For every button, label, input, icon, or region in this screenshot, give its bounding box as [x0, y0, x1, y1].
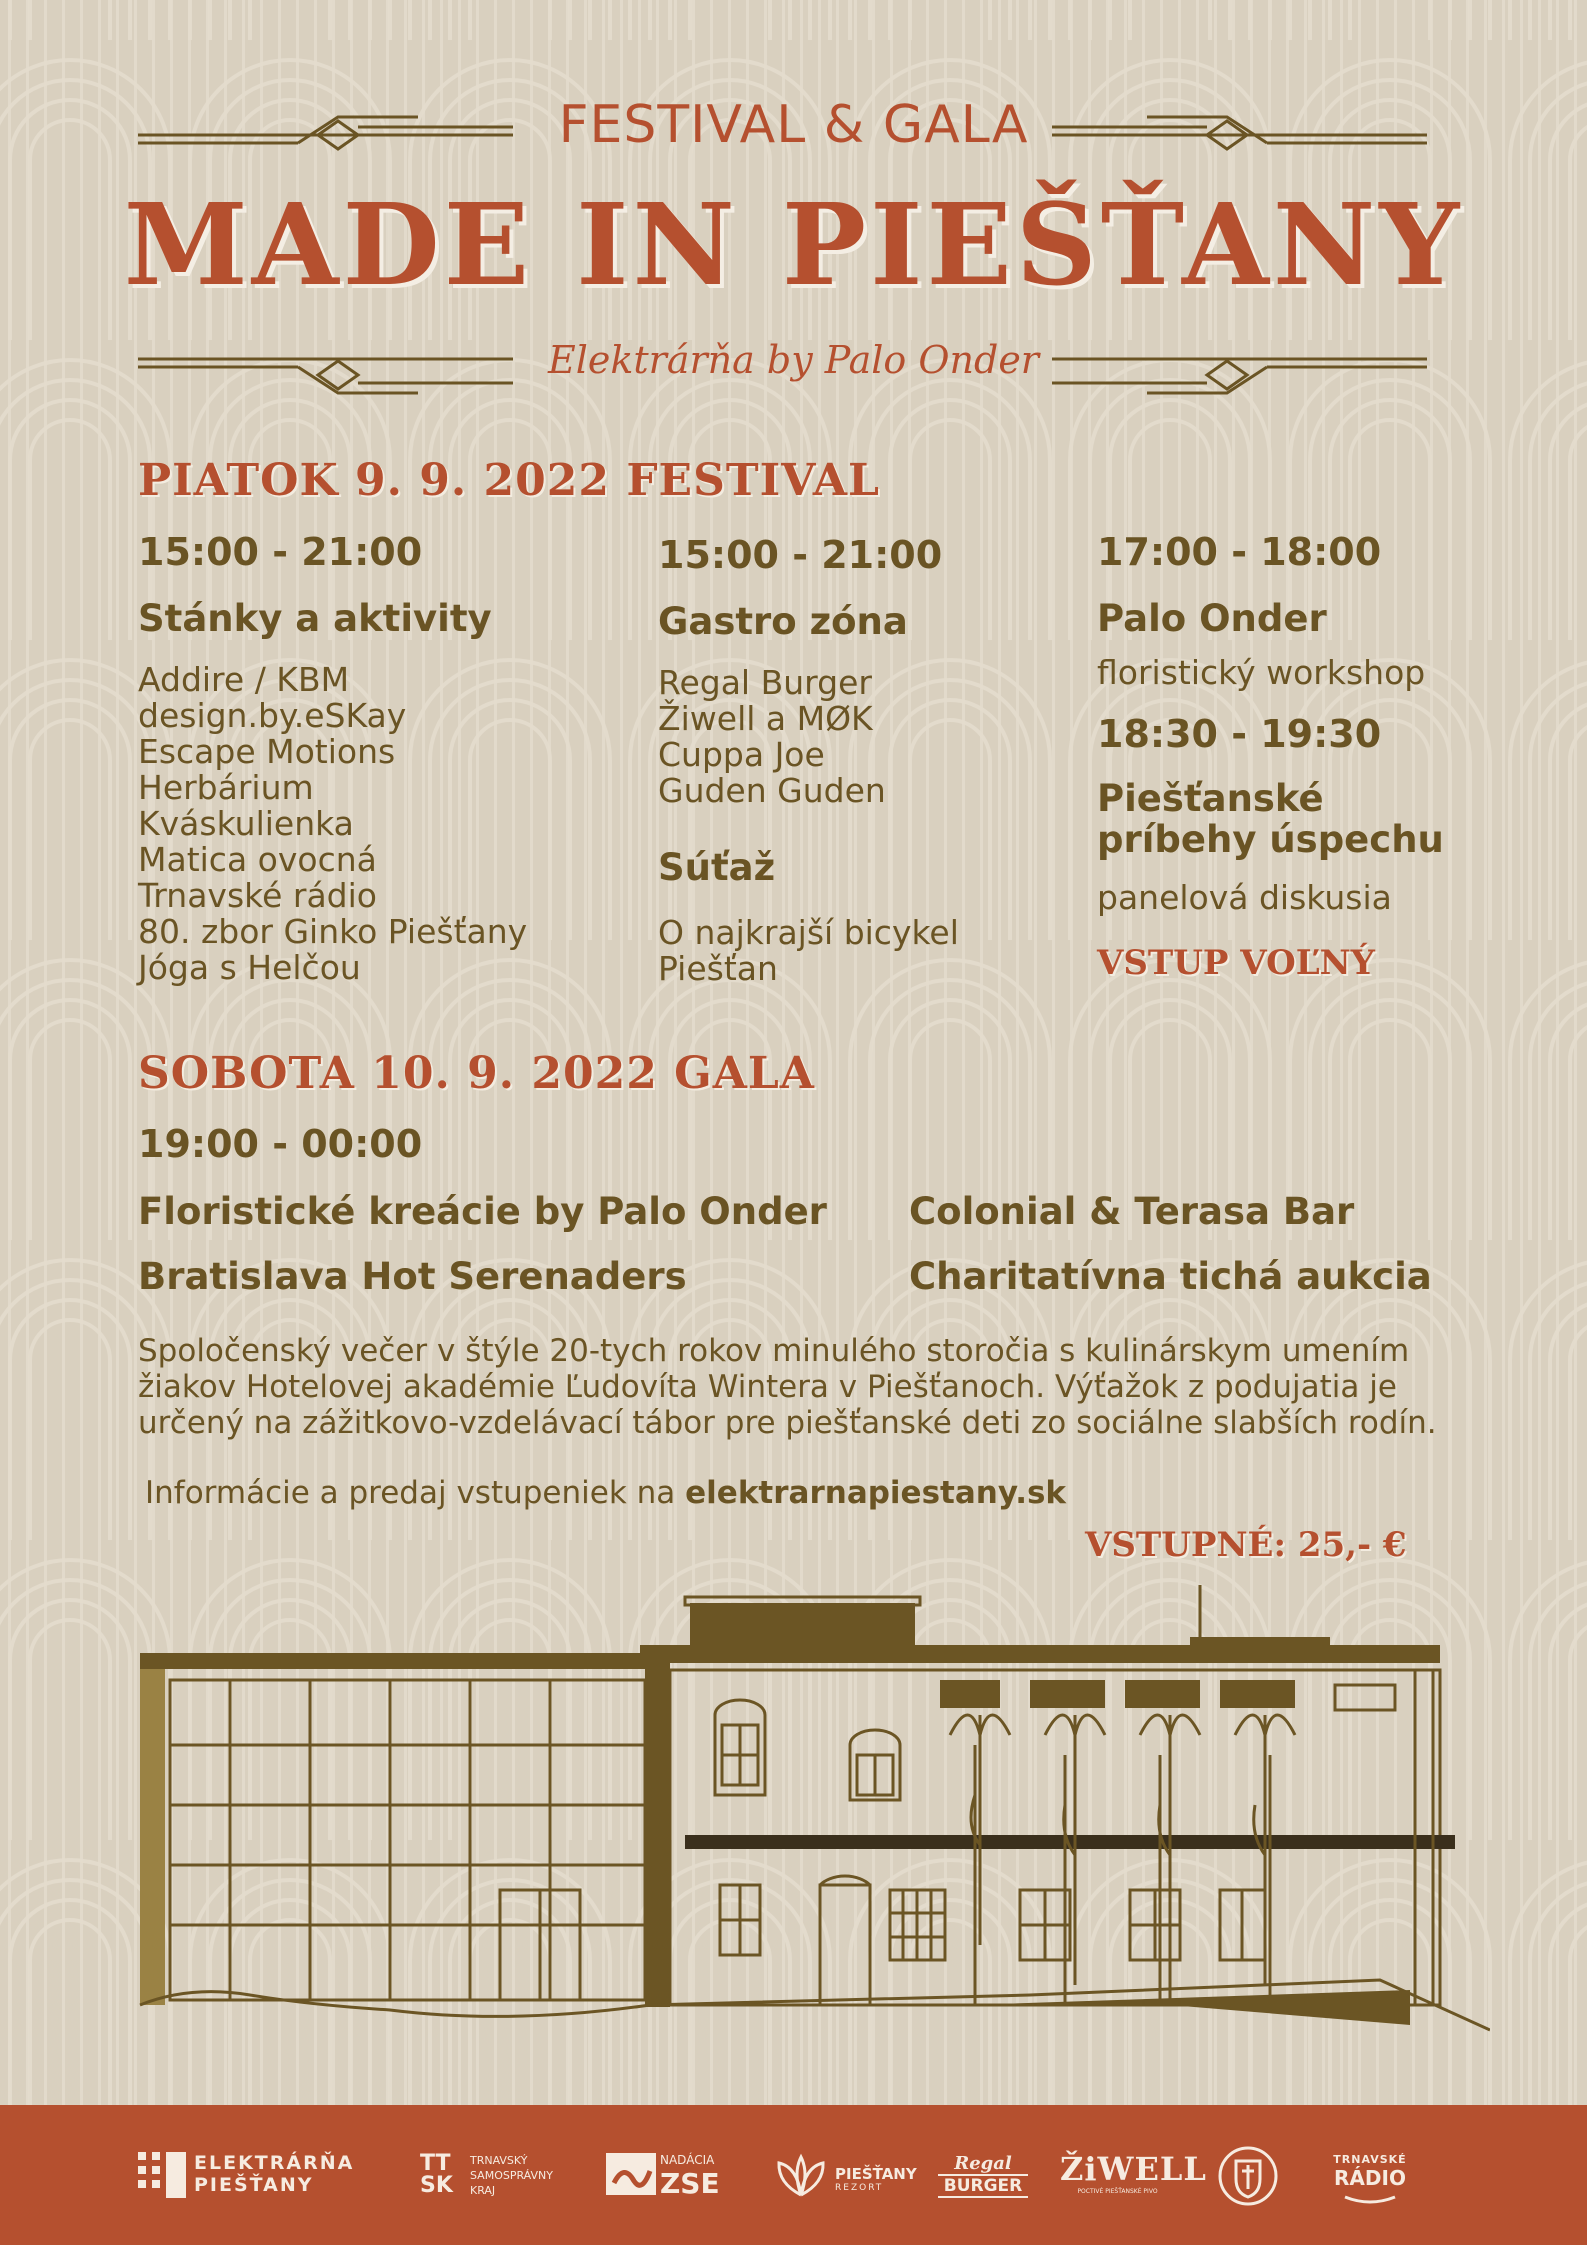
crest-icon: [1218, 2145, 1278, 2207]
list-item: Guden Guden: [658, 771, 886, 810]
header-subtitle: Elektrárňa by Palo Onder: [548, 338, 1039, 382]
list-item: Kváskulienka: [138, 804, 354, 843]
logo-nadacia-zse: [606, 2153, 720, 2200]
list-item: Regal Burger: [658, 663, 872, 702]
saturday-item: Bratislava Hot Serenaders: [138, 1255, 687, 1298]
friday-col3-title2-line2: príbehy úspechu: [1097, 818, 1444, 861]
logo-text-line: SAMOSPRÁVNY: [470, 2169, 553, 2182]
logo-text: ZSE: [660, 2167, 720, 2200]
friday-col3-time2: 18:30 - 19:30: [1097, 712, 1382, 756]
logo-text: REZORT: [835, 2183, 884, 2193]
page-title: MADE IN PIEŠŤANY: [123, 180, 1464, 311]
friday-heading: PIATOK 9. 9. 2022 FESTIVAL: [138, 455, 880, 506]
list-item: Žiwell a MØK: [658, 699, 873, 738]
friday-col2-time: 15:00 - 21:00: [658, 533, 943, 577]
logo-elektrarna: [138, 2152, 355, 2202]
logo-text: POCTIVÉ PIEŠŤANSKÉ PIVO: [1077, 2188, 1158, 2195]
saturday-item: Floristické kreácie by Palo Onder: [138, 1190, 827, 1233]
zse-mark-icon: [606, 2153, 656, 2195]
list-item: O najkrajší bicykel: [658, 913, 959, 952]
list-item: Matica ovocná: [138, 840, 377, 879]
friday-col1-time: 15:00 - 21:00: [138, 530, 423, 574]
saturday-description: [138, 1333, 1437, 1441]
logo-ziwell: [1060, 2150, 1207, 2195]
logo-text: RÁDIO: [1334, 2166, 1406, 2190]
logo-text: PIEŠŤANY: [194, 2174, 314, 2196]
logo-text: NADÁCIA: [660, 2153, 715, 2167]
description-line: Spoločenský večer v štýle 20-tych rokov minulého storočia s kulinárskym umením: [138, 1333, 1410, 1369]
friday-col1-title: Stánky a aktivity: [138, 597, 492, 640]
friday-contest-list: [658, 915, 959, 987]
logo-text: [470, 2153, 553, 2198]
free-entry-label: VSTUP VOĽNÝ: [1097, 943, 1375, 983]
list-item: 80. zbor Ginko Piešťany: [138, 912, 528, 951]
friday-col3-desc1: floristický workshop: [1097, 653, 1426, 692]
list-item: Addire / KBM: [138, 660, 350, 699]
ticket-info-link[interactable]: elektrarnapiestany.sk: [685, 1475, 1067, 1511]
leaf-icon: [773, 2153, 829, 2199]
logo-text: BURGER: [938, 2174, 1028, 2198]
friday-col1-list: [138, 662, 527, 986]
logo-crest: [1218, 2145, 1278, 2211]
list-item: Jóga s Helčou: [138, 948, 361, 987]
list-item: Herbárium: [138, 768, 314, 807]
logo-text: ŽiWELL: [1060, 2150, 1207, 2188]
friday-col2-title: Gastro zóna: [658, 600, 908, 643]
list-item: Escape Motions: [138, 732, 396, 771]
logo-piestany-rezort: [773, 2153, 917, 2203]
logo-mark: TT SK: [420, 2151, 453, 2198]
saturday-item: Charitatívna tichá aukcia: [909, 1255, 1432, 1298]
saturday-time: 19:00 - 00:00: [138, 1122, 423, 1166]
logo-text-line: TRNAVSKÝ: [470, 2154, 528, 2167]
friday-col3-time1: 17:00 - 18:00: [1097, 530, 1382, 574]
footer-sponsors: [0, 2105, 1587, 2245]
smile-curve-icon: [1340, 2195, 1400, 2205]
ticket-info: [145, 1475, 1066, 1511]
friday-col3-desc2: panelová diskusia: [1097, 878, 1392, 917]
grid-icon: [138, 2152, 188, 2198]
list-item: Piešťan: [658, 949, 778, 988]
logo-trnavske-radio: [1330, 2153, 1410, 2209]
saturday-item: Colonial & Terasa Bar: [909, 1190, 1355, 1233]
saturday-heading: SOBOTA 10. 9. 2022 GALA: [138, 1048, 815, 1099]
header-kicker: FESTIVAL & GALA: [558, 95, 1029, 155]
building-illustration: [130, 1585, 1490, 2045]
logo-text: Regal: [954, 2153, 1012, 2174]
list-item: design.by.eSKay: [138, 696, 407, 735]
logo-text: PIEŠŤANY: [835, 2165, 917, 2183]
list-item: Cuppa Joe: [658, 735, 825, 774]
list-item: Trnavské rádio: [138, 876, 377, 915]
logo-text-line: KRAJ: [470, 2184, 496, 2197]
friday-contest-title: Súťaž: [658, 846, 776, 889]
description-line: určený na zážitkovo-vzdelávací tábor pre piešťanské deti zo sociálne slabších rodín.: [138, 1405, 1437, 1441]
description-line: žiakov Hotelovej akadémie Ľudovíta Wintera v Piešťanoch. Výťažok z podujatia je: [138, 1369, 1397, 1405]
logo-ttsk: [420, 2151, 553, 2198]
ticket-info-text: Informácie a predaj vstupeniek na: [145, 1475, 686, 1511]
friday-col2-list: [658, 665, 886, 809]
logo-text: TRNAVSKÉ: [1333, 2153, 1407, 2166]
logo-regal-burger: [938, 2153, 1028, 2198]
friday-col3-title1: Palo Onder: [1097, 597, 1327, 640]
logo-text: ELEKTRÁRŇA: [194, 2152, 355, 2174]
friday-col3-title2-line1: Piešťanské: [1097, 777, 1324, 820]
ticket-price: VSTUPNÉ: 25,- €: [1085, 1525, 1407, 1565]
